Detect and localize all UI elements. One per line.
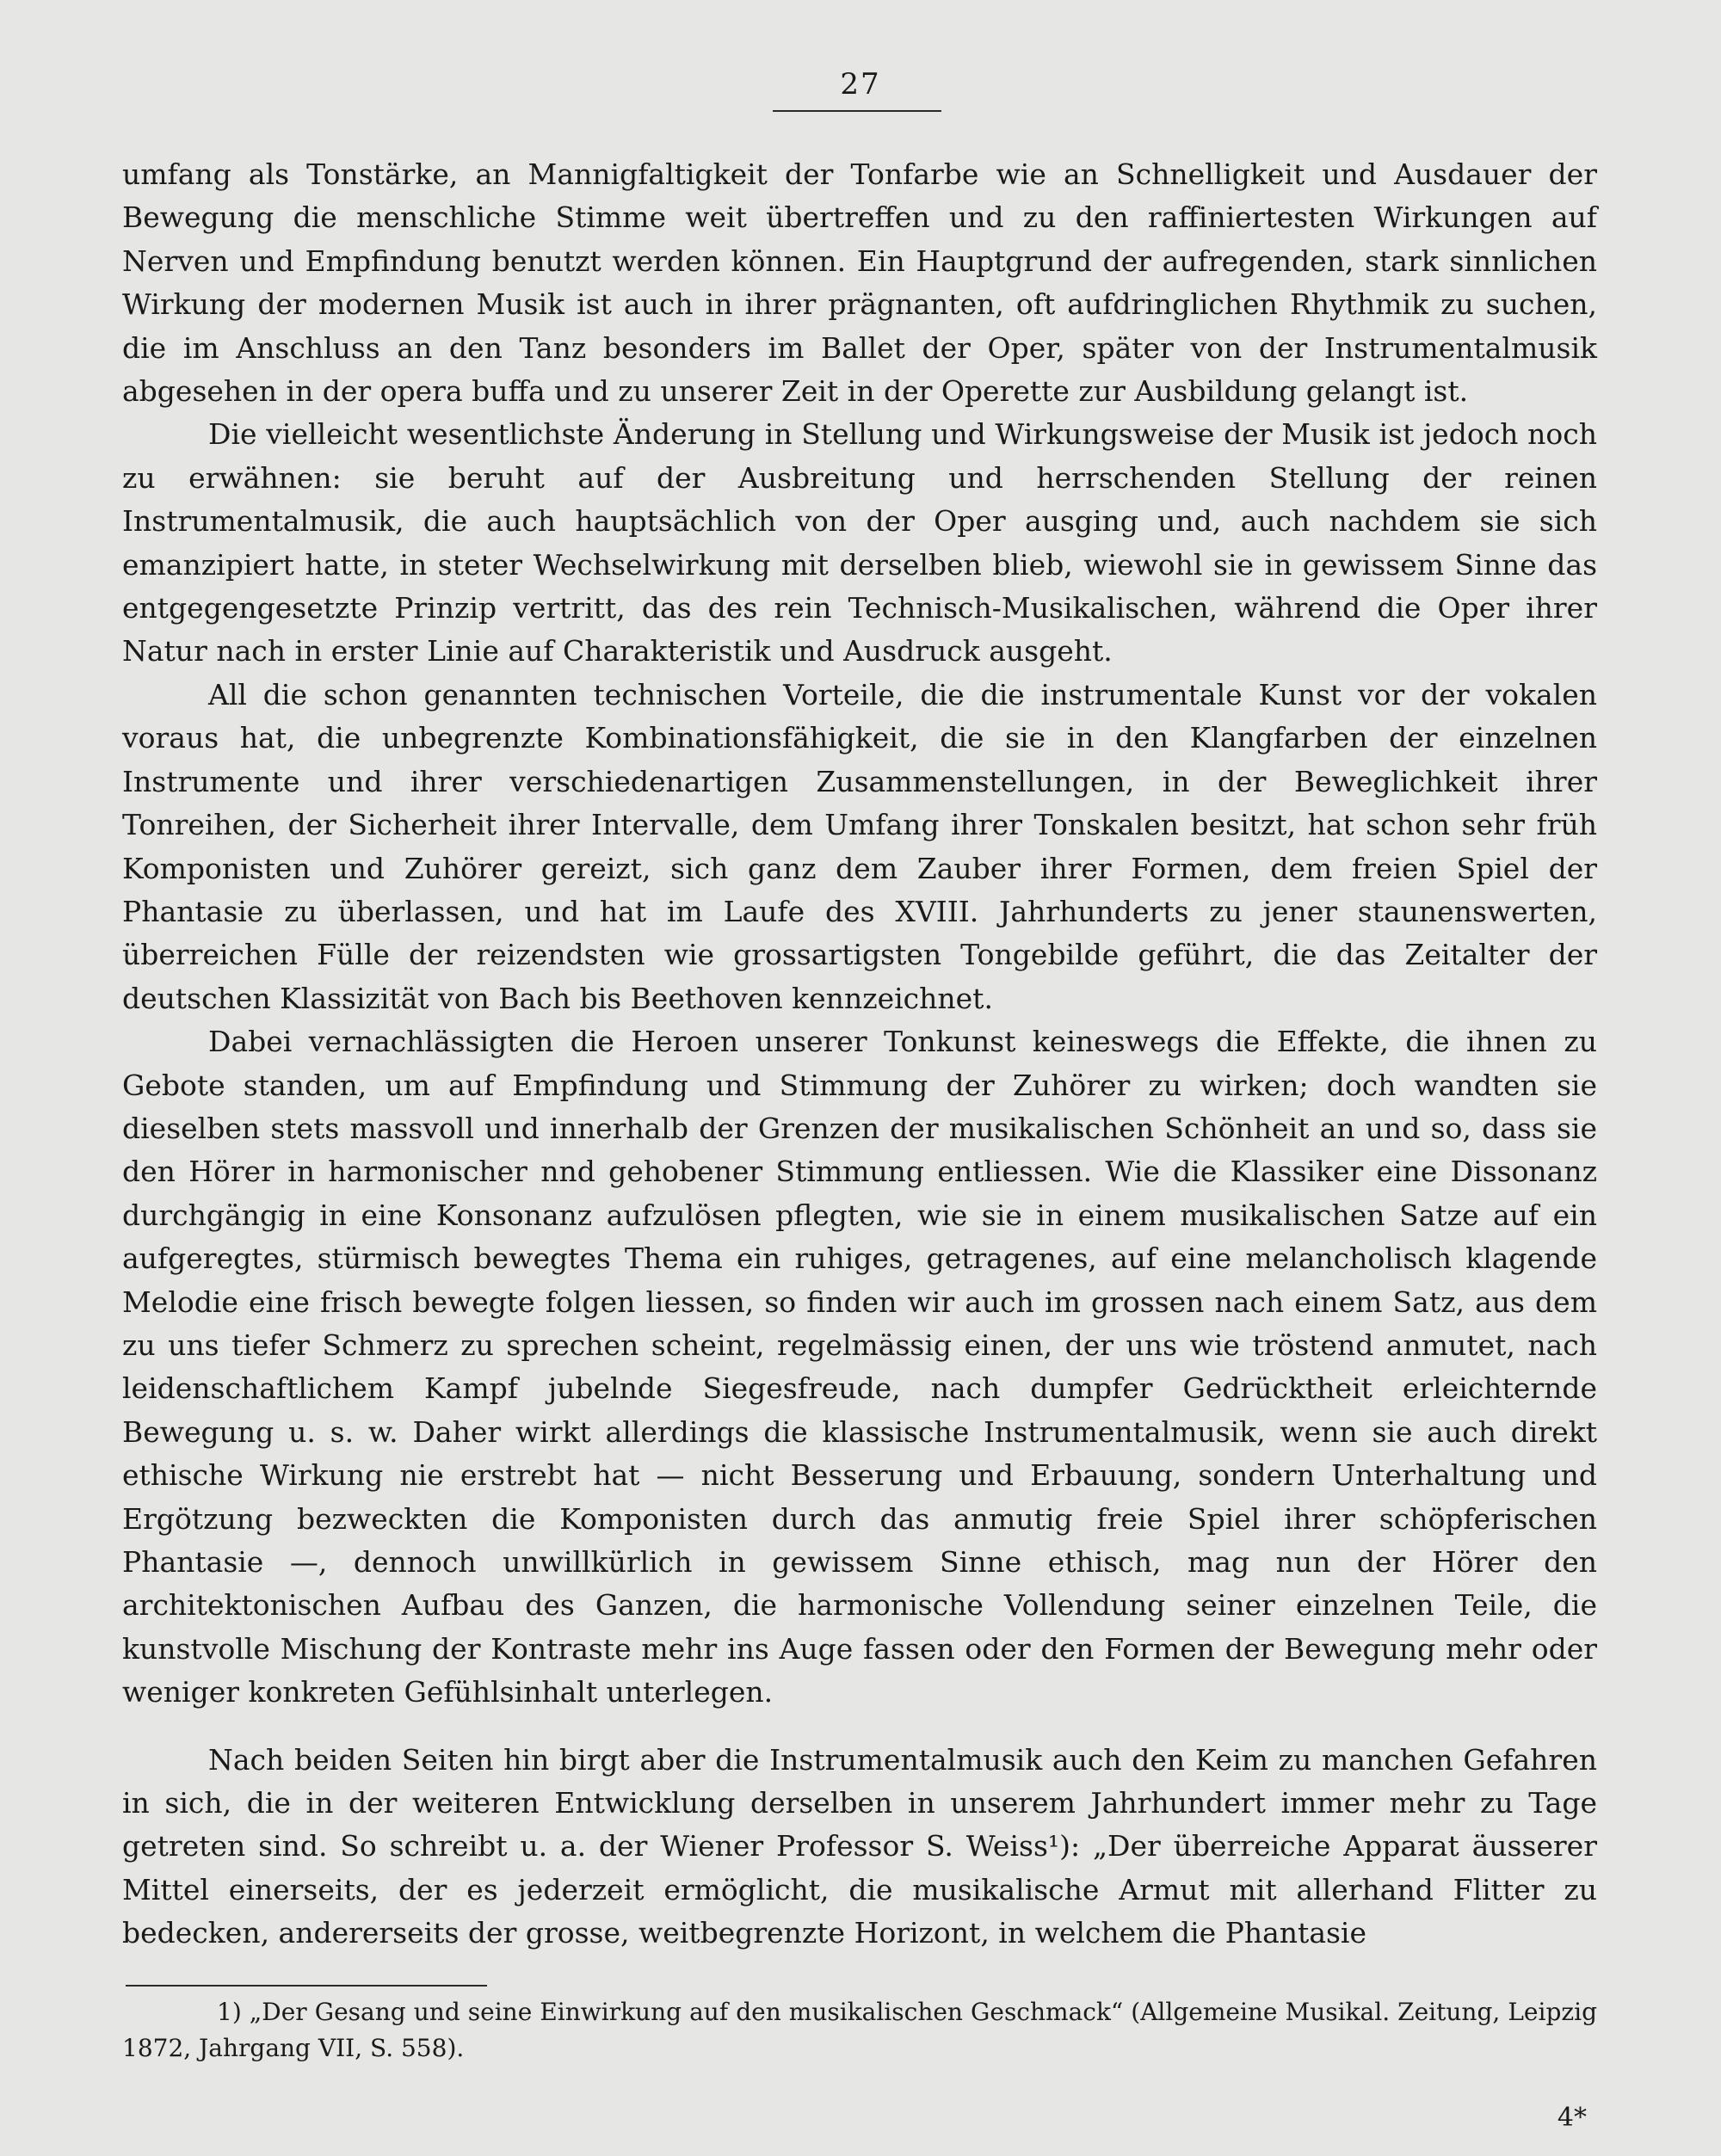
page-number-rule: [773, 110, 941, 112]
paragraph: All die schon genannten technischen Vorteile, die die instrumentale Kunst vor der vokalen voraus hat, die unbegrenzte Kombinationsfähigkeit, die sie in den Klangfarben der einzelnen Instrumente und ihrer verschiedenartigen Zusammenstellungen, in der Beweglichkeit ihrer Tonreihen, der Sicherheit ihrer Intervalle, dem Umfang ihrer Tonskalen besitzt, hat schon sehr früh Komponisten und Zuhörer gereizt, sich ganz dem Zauber ihrer Formen, dem freien Spiel der Phantasie zu überlassen, und hat im Laufe des XVIII. Jahrhunderts zu jener staunenswerten, überreichen Fülle der reizendsten wie grossartigsten Tongebilde geführt, die das Zeitalter der deutschen Klassizität von Bach bis Beethoven kennzeichnet.: [122, 677, 1597, 1015]
footnote: 1) „Der Gesang und seine Einwirkung auf den musikalischen Geschmack“ (Allgemeine Musikal. Zeitung, Leipzig 1872, Jahrgang VII, S. 558).: [122, 1998, 1597, 2062]
paragraph: Nach beiden Seiten hin birgt aber die Instrumentalmusik auch den Keim zu manchen Gefahren in sich, die in der weiteren Entwicklung derselben in unserem Jahrhundert immer mehr zu Tage getreten sind. So schreibt u. a. der Wiener Professor S. Weiss¹): „Der überreiche Apparat äusserer Mittel einerseits, der es jederzeit ermöglicht, die musikalische Armut mit allerhand Flitter zu bedecken, andererseits der grosse, weitbegrenzte Horizont, in welchem die Phantasie: [122, 1742, 1597, 1950]
paragraph-continuation: umfang als Tonstärke, an Mannigfaltigkeit der Tonfarbe wie an Schnelligkeit und Ausdauer der Bewegung die menschliche Stimme weit übertreffen und zu den raffiniertesten Wirkungen auf Nerven und Empfindung benutzt werden können. Ein Hauptgrund der aufregenden, stark sinnlichen Wirkung der modernen Musik ist auch in ihrer prägnanten, oft aufdringlichen Rhythmik zu suchen, die im Anschluss an den Tanz besonders im Ballet der Oper, später von der Instrumentalmusik abgesehen in der opera buffa und zu unserer Zeit in der Operette zur Ausbildung gelangt ist.: [122, 157, 1597, 409]
body-text: [122, 153, 1597, 1956]
footnote-rule: [126, 1985, 487, 1987]
page-number: 27: [840, 67, 881, 102]
paragraph: Die vielleicht wesentlichste Änderung in Stellung und Wirkungsweise der Musik ist jedoch noch zu erwähnen: sie beruht auf der Ausbreitung und herrschenden Stellung der reinen Instrumentalmusik, die auch hauptsächlich von der Oper ausging und, auch nachdem sie sich emanzipiert hatte, in steter Wechselwirkung mit derselben blieb, wiewohl sie in gewissem Sinne das entgegengesetzte Prinzip vertritt, das des rein Technisch-Musikalischen, während die Oper ihrer Natur nach in erster Linie auf Charakteristik und Ausdruck ausgeht.: [122, 417, 1597, 668]
signature-mark: 4*: [1557, 2103, 1587, 2133]
paragraph: Dabei vernachlässigten die Heroen unserer Tonkunst keineswegs die Effekte, die ihnen zu Gebote standen, um auf Empfindung und Stimmung der Zuhörer zu wirken; doch wandten sie dieselben stets massvoll und innerhalb der Grenzen der musikalischen Schönheit an und so, dass sie den Hörer in harmonischer nnd gehobener Stimmung entliessen. Wie die Klassiker eine Dissonanz durchgängig in eine Konsonanz aufzulösen pflegten, wie sie in einem musikalischen Satze auf ein aufgeregtes, stürmisch bewegtes Thema ein ruhiges, getragenes, auf eine melancholisch klagende Melodie eine frisch bewegte folgen liessen, so finden wir auch im grossen nach einem Satz, aus dem zu uns tiefer Schmerz zu sprechen scheint, regelmässig einen, der uns wie tröstend anmutet, nach leidenschaftlichem Kampf jubelnde Siegesfreude, nach dumpfer Gedrücktheit erleichternde Bewegung u. s. w. Daher wirkt allerdings die klassische Instrumentalmusik, wenn sie auch direkt ethische Wirkung nie erstrebt hat — nicht Besserung und Erbauung, sondern Unterhaltung und Ergötzung bezweckten die Komponisten durch das anmutig freie Spiel ihrer schöpferischen Phantasie —, dennoch unwillkürlich in gewissem Sinne ethisch, mag nun der Hörer den architektonischen Aufbau des Ganzen, die harmonische Vollendung seiner einzelnen Teile, die kunstvolle Mischung der Kontraste mehr ins Auge fassen oder den Formen der Bewegung mehr oder weniger konkreten Gefühlsinhalt unterlegen.: [122, 1025, 1597, 1709]
